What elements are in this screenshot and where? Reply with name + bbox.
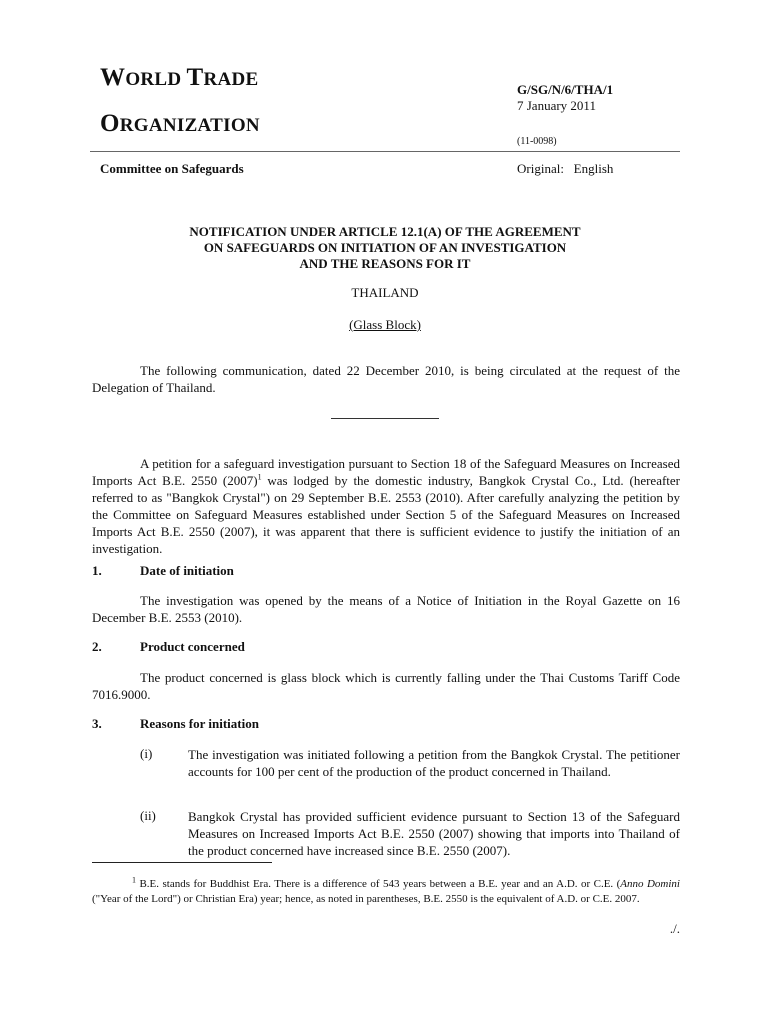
document-symbol: G/SG/N/6/THA/1 <box>517 82 614 97</box>
continuation-mark: ./. <box>669 921 680 936</box>
list-item: Bangkok Crystal has provided sufficient evidence pursuant to Section 13 of the Safeguard Measures on Increased Imports Act B.E. 2550 (2007) showing that imports into Thailand of the product concerned have increased since B.E. 2550 (2007). <box>188 809 680 858</box>
country-name: THAILAND <box>351 285 419 300</box>
section-paragraph: The product concerned is glass block which is currently falling under the Thai Customs Tariff Code 7016.9000. <box>92 670 680 702</box>
document-header-right <box>517 82 613 114</box>
section-number: 3. <box>92 716 102 731</box>
list-item-label: (i) <box>140 746 153 761</box>
committee-name: Committee on Safeguards <box>100 161 244 176</box>
product-name: (Glass Block) <box>349 317 421 332</box>
petition-paragraph: A petition for a safeguard investigation pursuant to Section 18 of the Safeguard Measures on Increased Imports Act B.E. 2550 $(2007)^1$ was lodged by the domestic industry, Bangkok Crystal Co., Ltd. (hereafter referred to as "Bangkok Crystal") on 29 September B.E. 2553 (2010). After carefully analyzing the petition by the Committee on Safeguard Measures established under Section 5 of the Safeguard Measures on Increased Imports Act B.E. 2550 (2007), it was apparent that there is sufficient evidence to justify the initiation of an investigation. <box>92 456 681 556</box>
footnote: $^1$ B.E. stands for Buddhist Era. There is a difference of 543 years between a B.E. year and an A.D. or C.E. (Anno Domini ("Year of the Lord") or Christian Era) year; hence, as noted in parentheses, B.E. 2550 is the equivalent of A.D. or C.E. 2007. <box>92 875 680 905</box>
footnote-divider <box>92 862 272 863</box>
intro-paragraph: The following communication, dated 22 December 2010, is being circulated at the request of the Delegation of Thailand. <box>92 363 680 395</box>
title-line-1: NOTIFICATION UNDER ARTICLE 12.1(A) OF THE AGREEMENT <box>189 224 581 239</box>
organization-name-line2: ORGANIZATION <box>100 110 260 137</box>
section-heading: Reasons for initiation <box>140 716 259 731</box>
original-language: Original: English <box>517 161 614 176</box>
organization-name-line1: WORLD TRADE <box>100 64 259 91</box>
section-heading: Product concerned <box>140 639 245 654</box>
section-number: 2. <box>92 639 102 654</box>
footnote-reference: 1 <box>257 472 262 482</box>
list-item-label: (ii) <box>140 808 156 823</box>
separator-line <box>331 418 439 419</box>
title-line-3: AND THE REASONS FOR IT <box>299 256 471 271</box>
list-item: The investigation was initiated following a petition from the Bangkok Crystal. The petitioner accounts for 100 per cent of the production of the product concerned in Thailand. <box>188 747 680 779</box>
header-divider <box>90 151 680 152</box>
section-number: 1. <box>92 563 102 578</box>
section-heading: Date of initiation <box>140 563 234 578</box>
document-title <box>90 224 680 272</box>
title-line-2: ON SAFEGUARDS ON INITIATION OF AN INVESTIGATION <box>203 240 567 255</box>
document-date: 7 January 2011 <box>517 98 596 113</box>
document-reference: (11-0098) <box>517 136 557 147</box>
section-paragraph: The investigation was opened by the means of a Notice of Initiation in the Royal Gazette on 16 December B.E. 2553 (2010). <box>92 593 680 625</box>
